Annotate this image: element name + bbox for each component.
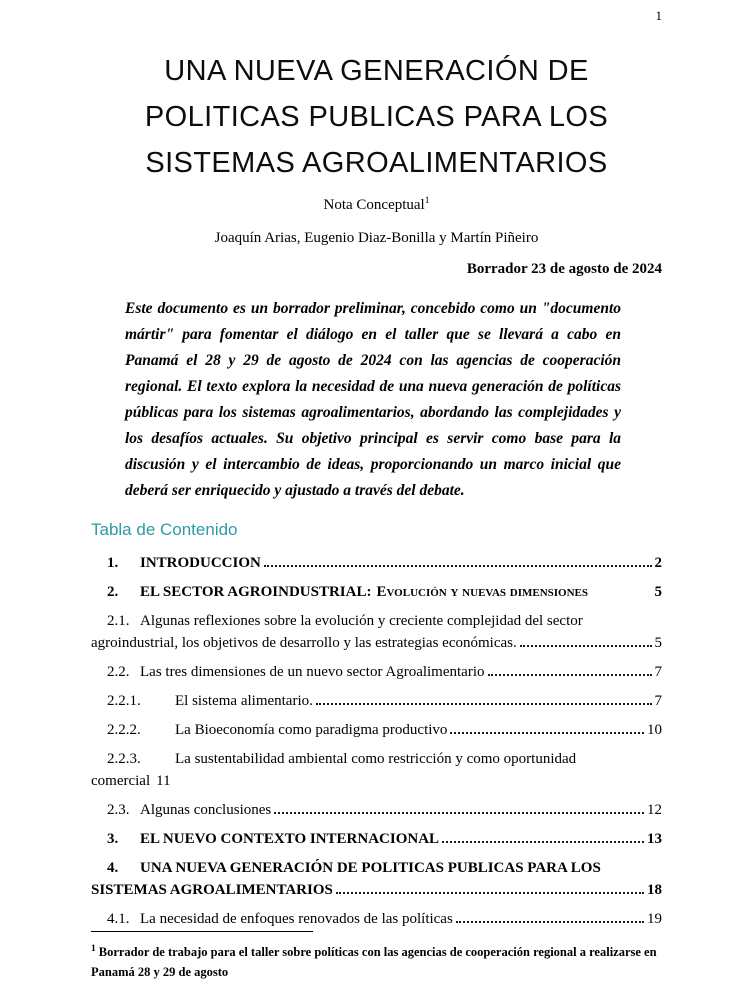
dotted-leader [456,921,644,923]
dotted-leader [316,703,652,705]
footnote [91,939,662,982]
toc-entry-text: Las tres dimensiones de un nuevo sector Agroalimentario [140,664,485,680]
dotted-leader [442,841,644,843]
toc-entry-text: La Bioeconomía como paradigma productivo [175,722,448,738]
footnote-separator [91,931,313,932]
toc-entry-text: EL NUEVO CONTEXTO INTERNACIONAL [140,831,440,847]
page-number: 1 [655,8,662,23]
dotted-leader [520,645,652,647]
abstract-paragraph: Este documento es un borrador preliminar, concebido como un "documento mártir" para fomentar el diálogo en el taller que se llevará a cabo en Panamá el 28 y 29 de agosto de 2024 con las agencias de cooperación regional. El texto explora la necesidad de una nueva generación de políticas públicas para los sistemas agroalimentarios, abordando las complejidades y los desafíos actuales. Su objetivo principal es servir como base para la discusión y el intercambio de ideas, proporcionando un marco inicial que deberá ser enriquecido y ajustado a través del debate. [125,300,621,499]
toc-page-number: 18 [647,882,662,898]
toc-entry-text: Algunas reflexiones sobre la evolución y creciente complejidad del sector [140,613,583,629]
subtitle [91,196,662,214]
toc-entry-text-continued: agroindustrial, los objetivos de desarrollo y las estrategias económicas. [91,635,517,651]
toc-entry-4-1-enfoques-renovados[interactable] [91,908,662,930]
toc-entry-text-continued: comercial [91,773,151,789]
subtitle-text: Nota Conceptual [323,197,425,213]
toc-entry-4-nueva-generacion[interactable] [91,857,662,901]
toc-entry-text: EL SECTOR AGROINDUSTRIAL: [140,584,372,600]
toc-entry-text-smallcaps: Evolución y nuevas dimensiones [376,584,588,600]
toc-entry-2-2-tres-dimensiones[interactable] [91,661,662,683]
toc-entry-number: 2.3. [107,802,130,818]
authors-line: Joaquín Arias, Eugenio Diaz-Bonilla y Martín Piñeiro [214,230,539,246]
draft-date: Borrador 23 de agosto de 2024 [466,261,662,277]
toc-entry-2-2-1-sistema-alimentario[interactable] [91,690,662,712]
toc-entry-text: La necesidad de enfoques renovados de las políticas [140,911,453,927]
toc-page-number: 10 [647,722,662,738]
toc-entry-2-1-algunas-reflexiones[interactable] [91,610,662,654]
document-title [91,48,662,186]
toc-entry-number: 2.2.1. [107,693,141,709]
toc-entry-number: 1. [107,555,119,571]
dotted-leader [274,812,644,814]
footnote-ref-superscript: 1 [91,943,96,954]
footnote-area [91,931,662,982]
toc-entry-number: 2.1. [107,613,130,629]
dotted-leader [450,732,644,734]
toc-entry-number: 2. [107,584,119,600]
toc-entry-number: 4. [107,860,119,876]
footnote-text: Borrador de trabajo para el taller sobre políticas con las agencias de cooperación regional a realizarse en Panamá 28 y 29 de agosto [91,945,657,979]
dotted-leader [264,565,652,567]
toc-entry-number: 3. [107,831,119,847]
toc-entry-text: Algunas conclusiones [140,802,272,818]
title-line: SISTEMAS AGROALIMENTARIOS [145,147,608,179]
toc-entry-2-2-3-sustentabilidad[interactable] [91,748,662,792]
toc-entry-number: 4.1. [107,911,130,927]
dotted-leader [336,892,644,894]
toc-entry-number: 2.2.2. [107,722,141,738]
dotted-leader [488,674,652,676]
toc-page-number: 13 [647,831,662,847]
toc-page-number: 5 [654,584,662,600]
toc-page-number: 12 [647,802,662,818]
toc-entry-2-3-algunas-conclusiones[interactable] [91,799,662,821]
toc-entry-3-contexto-internacional[interactable] [91,828,662,850]
toc-entry-2-sector-agroindustrial[interactable] [91,581,662,603]
toc-page-number: 5 [654,635,662,651]
toc-entry-number: 2.2. [107,664,130,680]
toc-entry-text: El sistema alimentario. [175,693,313,709]
toc-entry-text-continued: SISTEMAS AGROALIMENTARIOS [91,882,333,898]
toc-entry-2-2-2-bioeconomia[interactable] [91,719,662,741]
toc-page-number: 7 [654,693,662,709]
toc-entry-text: UNA NUEVA GENERACIÓN DE POLITICAS PUBLICAS PARA LOS [140,860,601,876]
toc-entry-1-introduccion[interactable] [91,552,662,574]
toc-page-number: 7 [654,664,662,680]
title-line: UNA NUEVA GENERACIÓN DE [164,55,589,87]
toc-entry-number: 2.2.3. [107,751,141,767]
table-of-contents [91,552,662,930]
toc-entry-text: La sustentabilidad ambiental como restricción y como oportunidad [175,751,577,767]
toc-page-number: 2 [654,555,662,571]
toc-page-number: 19 [647,911,662,927]
toc-heading: Tabla de Contenido [91,520,238,539]
toc-page-number: 11 [156,773,171,789]
toc-entry-text: INTRODUCCION [140,555,261,571]
footnote-ref-superscript: 1 [424,196,430,206]
title-line: POLITICAS PUBLICAS PARA LOS [144,101,609,133]
